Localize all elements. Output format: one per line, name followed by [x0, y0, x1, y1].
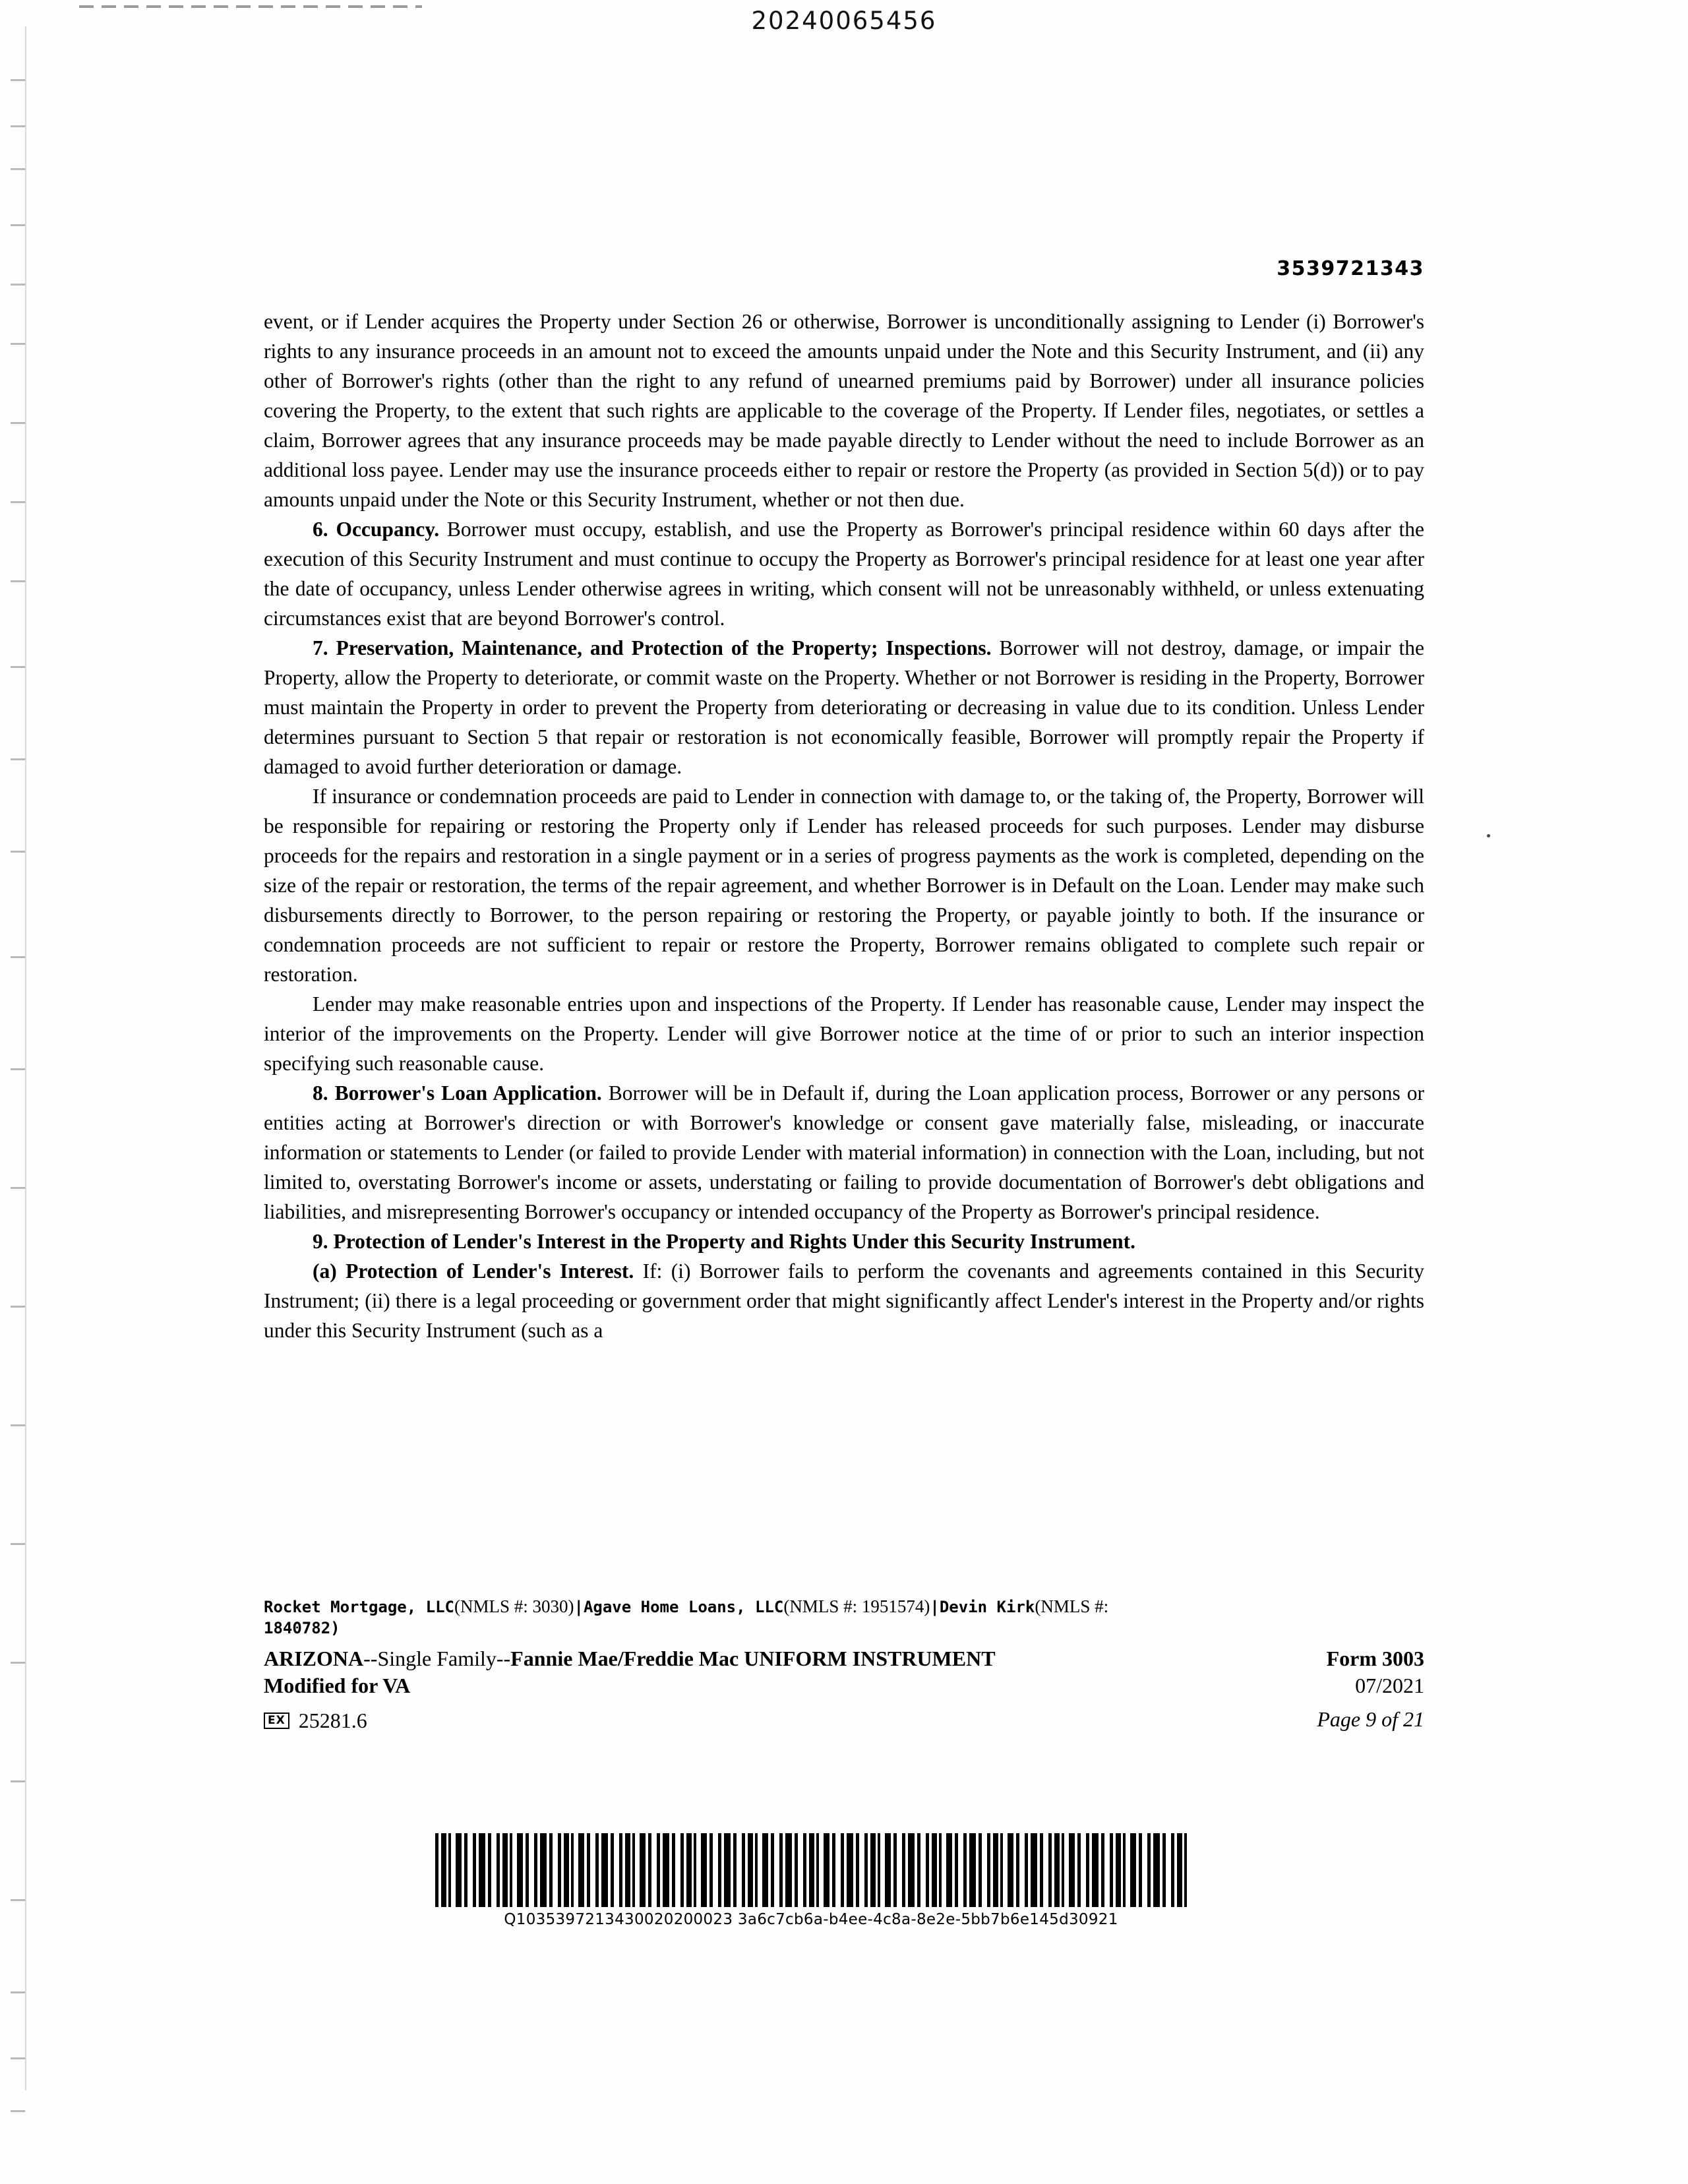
lender1-name: Rocket Mortgage, LLC — [264, 1598, 454, 1616]
form-number: Form 3003 — [1326, 1647, 1424, 1670]
lender2-name: Agave Home Loans, LLC — [583, 1598, 784, 1616]
section-7-paragraph-3: Lender may make reasonable entries upon and inspections of the Property. If Lender has reasonable cause, Lender may inspect the interior of the improvements on the Property. Lender will give Borrower notice at the time of or prior to such an interior inspection specifying such reasonable cause. — [264, 992, 1424, 1075]
form-meta — [1327, 1645, 1424, 1699]
section-9-heading: 9. Protection of Lender's Interest in the Property and Rights Under this Security Instrument. — [313, 1230, 1135, 1253]
instrument-name: Fannie Mae/Freddie Mac UNIFORM INSTRUMENT — [510, 1647, 996, 1670]
page-footer — [264, 1596, 1424, 1733]
document-number: 20240065456 — [751, 7, 937, 35]
lender2-nmls: (NMLS #: 1951574) — [783, 1596, 930, 1616]
officer-name: Devin Kirk — [939, 1598, 1035, 1616]
barcode-block — [422, 1833, 1200, 1928]
nmls-disclosure — [264, 1596, 1424, 1639]
scan-artifact-top — [79, 5, 422, 8]
instrument-identification — [264, 1645, 996, 1699]
instrument-line — [264, 1645, 996, 1672]
officer-nmls: (NMLS #: — [1035, 1596, 1109, 1616]
nmls-separator-1: | — [574, 1598, 584, 1616]
form-identification-row — [264, 1645, 1424, 1699]
barcode-image — [435, 1833, 1187, 1907]
page-number-block — [1317, 1706, 1424, 1733]
ex-badge-icon: EX — [264, 1713, 289, 1729]
section-8 — [264, 1078, 1424, 1227]
instrument-middle: --Single Family-- — [363, 1647, 511, 1670]
document-body — [264, 257, 1424, 1345]
instrument-modified: Modified for VA — [264, 1674, 411, 1697]
version-block — [264, 1709, 367, 1733]
version-row — [264, 1706, 1424, 1733]
section-7 — [264, 633, 1424, 781]
page-label: Page 9 of 21 — [1317, 1707, 1424, 1731]
paragraph-continued: event, or if Lender acquires the Property under Section 26 or otherwise, Borrower is unconditionally assigning to Lender (i) Borrower's rights to any insurance proceeds in an amount not to exceed the amounts unpaid under the Note and this Security Instrument, and (ii) any other of Borrower's rights (other than the right to any refund of unearned premiums paid by Borrower) under all insurance policies covering the Property, to the extent that such rights are applicable to the coverage of the Property. If Lender files, negotiates, or settles a claim, Borrower agrees that any insurance proceeds may be made payable directly to Lender without the need to include Borrower as an additional loss payee. Lender may use the insurance proceeds either to repair or restore the Property (as provided in Section 5(d)) or to pay amounts unpaid under the Note or this Security Instrument, whether or not then due. — [264, 310, 1424, 511]
section-6-title: 6. Occupancy. — [313, 518, 440, 541]
version-number: 25281.6 — [298, 1709, 367, 1732]
section-6-text: Borrower must occupy, establish, and use the Property as Borrower's principal residence within 60 days after the execution of this Security Instrument and must continue to occupy the Property as Borrower's principal residence for at least one year after the date of occupancy, unless Lender otherwise agrees in writing, which consent will not be unreasonably withheld, or unless extenuating circumstances exist that are beyond Borrower's control. — [264, 518, 1425, 630]
scan-speck — [1487, 834, 1490, 837]
scan-edge-line — [25, 26, 26, 2090]
section-9a-title: (a) Protection of Lender's Interest. — [313, 1259, 634, 1283]
section-8-title: 8. Borrower's Loan Application. — [313, 1081, 602, 1105]
lender1-nmls: (NMLS #: 3030) — [454, 1596, 574, 1616]
section-8-text: Borrower will be in Default if, during the Loan application process, Borrower or any persons or entities acting at Borrower's direction or with Borrower's knowledge or consent gave materially false, misleading, or inaccurate information or statements to Lender (or failed to provide Lender with material information) in connection with the Loan, including, but not limited to, overstating Borrower's income or assets, understating or failing to provide documentation of Borrower's debt obligations and liabilities, and misrepresenting Borrower's occupancy or intended occupancy of the Property as Borrower's principal residence. — [264, 1081, 1424, 1223]
section-7-paragraph-2: If insurance or condemnation proceeds are paid to Lender in connection with damage to, or the taking of, the Property, Borrower will be responsible for repairing or restoring the Property only if Lender has released proceeds for such purposes. Lender may disburse proceeds for the repairs and restoration in a single payment or in a series of progress payments as the work is completed, depending on the size of the repair or restoration, the terms of the repair agreement, and whether Borrower is in Default on the Loan. Lender may make such disbursements directly to Borrower, to the person repairing or restoring the Property, or payable jointly to both. If the insurance or condemnation proceeds are not sufficient to repair or restore the Property, Borrower remains obligated to complete such repair or restoration. — [264, 785, 1424, 986]
section-6 — [264, 514, 1424, 633]
instrument-state: ARIZONA — [264, 1647, 364, 1670]
section-9a — [264, 1256, 1424, 1345]
section-9a-text: If: (i) Borrower fails to perform the covenants and agreements contained in this Security Instrument; (ii) there is a legal proceeding or government order that might significantly affect Lender's interest in the Property and/or rights under this Security Instrument (such as a — [264, 1259, 1424, 1342]
section-7-title: 7. Preservation, Maintenance, and Protection of the Property; Inspections. — [313, 636, 992, 659]
officer-nmls-continued: 1840782) — [264, 1619, 340, 1637]
section-7-text: Borrower will not destroy, damage, or impair the Property, allow the Property to deteriorate, or commit waste on the Property. Whether or not Borrower is residing in the Property, Borrower must maintain the Property in order to prevent the Property from deteriorating or decreasing in value due to its condition. Unless Lender determines pursuant to Section 5 that repair or restoration is not economically feasible, Borrower will promptly repair the Property if damaged to avoid further deterioration or damage. — [264, 636, 1425, 778]
loan-number: 3539721343 — [1277, 257, 1424, 280]
form-date: 07/2021 — [1355, 1674, 1424, 1697]
barcode-text: Q1035397213430020200023 3a6c7cb6a-b4ee-4c8a-8e2e-5bb7b6e145d30921 — [504, 1911, 1118, 1928]
nmls-separator-2: | — [930, 1598, 940, 1616]
